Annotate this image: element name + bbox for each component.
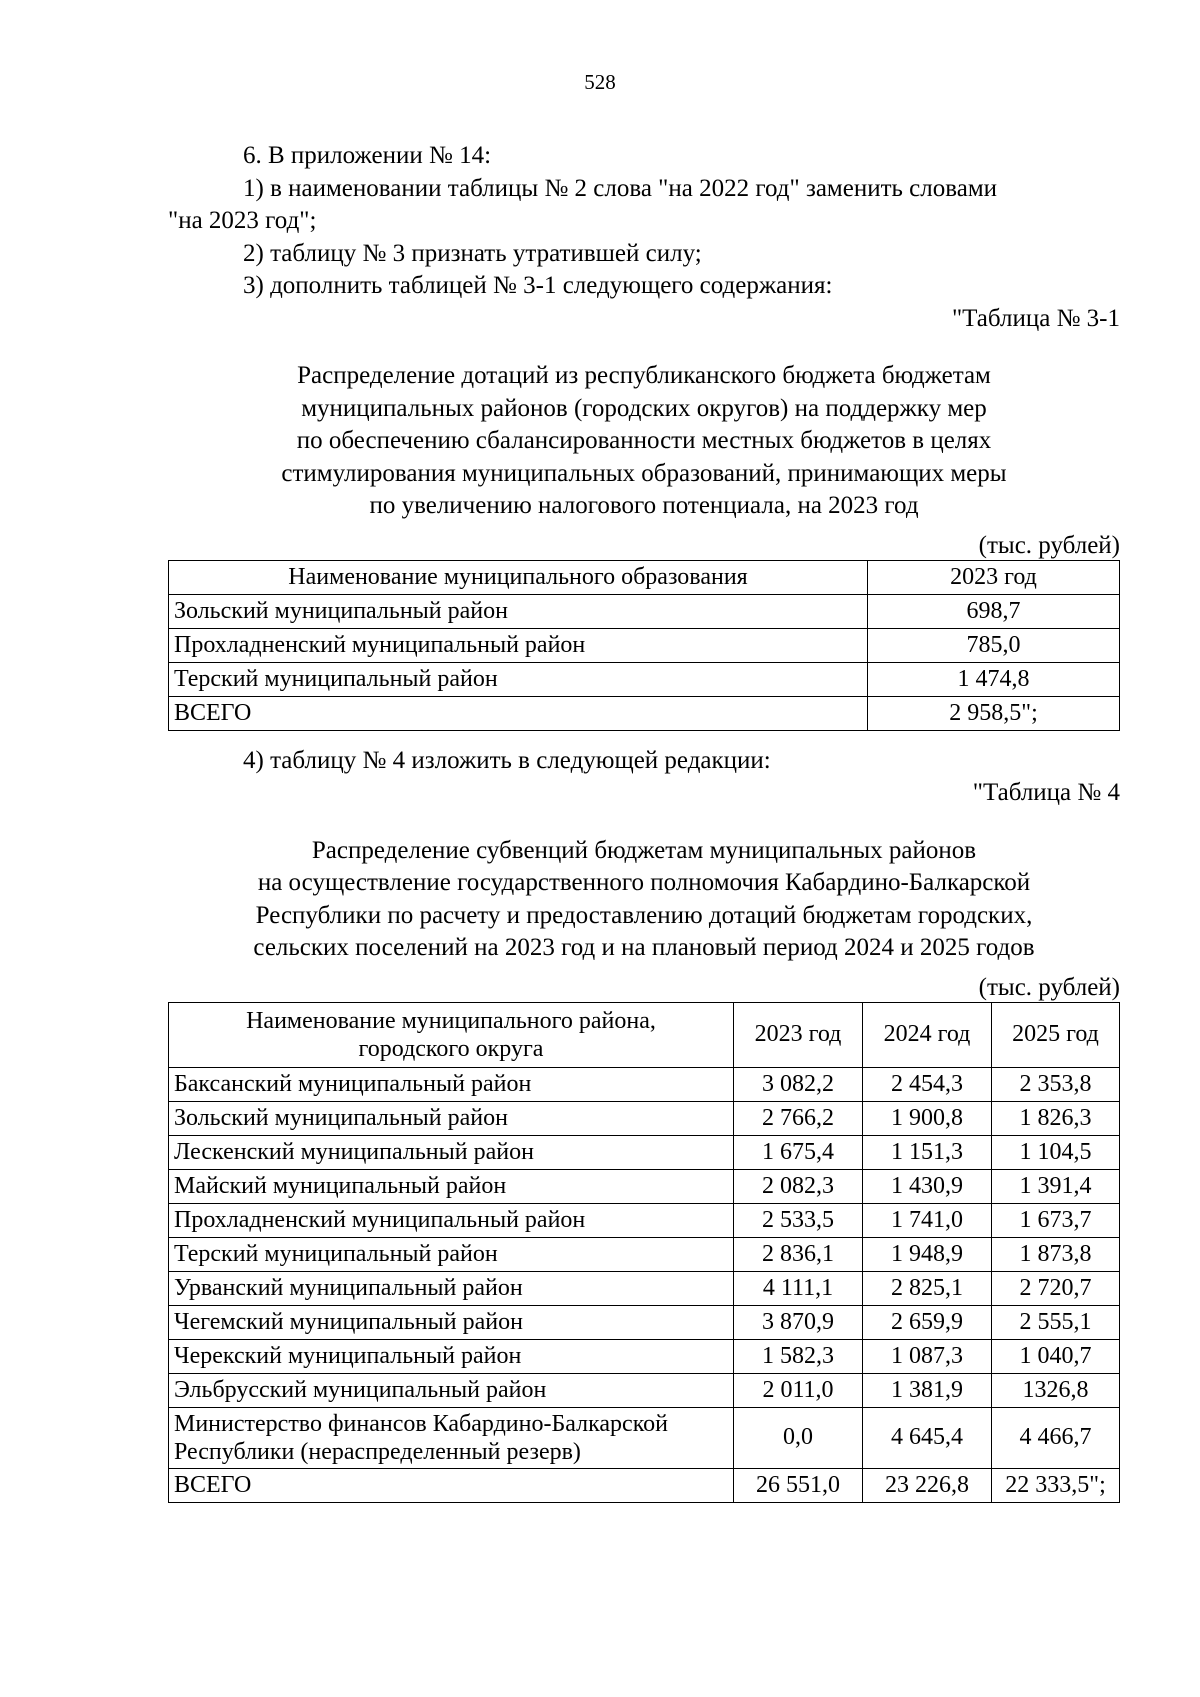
table-header-row [169,1002,1120,1067]
row-name: Баксанский муниципальный район [169,1067,734,1101]
table-3-1-label: "Таблица № 3-1 [951,304,1120,332]
row-name: Прохладненский муниципальный район [169,628,868,662]
row-value-2024: 1 741,0 [863,1203,992,1237]
table-total-row [169,1468,1120,1502]
table-4-title-line: сельских поселений на 2023 год и на плановый период 2024 и 2025 годов [253,934,1035,961]
table-row [169,1305,1120,1339]
row-name: Черекский муниципальный район [169,1339,734,1373]
table-4-label: "Таблица № 4 [972,779,1120,806]
paragraph-sub-3: 3) дополнить таблицей № 3-1 следующего содержания: [243,272,833,299]
row-name [169,1407,734,1468]
row-name: Прохладненский муниципальный район [169,1203,734,1237]
column-header-2025: 2025 год [992,1002,1120,1067]
row-value-2025: 1326,8 [992,1373,1120,1407]
row-name: ВСЕГО [169,1468,734,1502]
table-row [169,662,1120,696]
row-value-2025: 1 040,7 [992,1339,1120,1373]
row-value-2023: 1 582,3 [734,1339,863,1373]
row-name: Урванский муниципальный район [169,1271,734,1305]
row-value-2024: 1 948,9 [863,1237,992,1271]
column-header-name [169,1002,734,1067]
table-row [169,1067,1120,1101]
row-name: Зольский муниципальный район [169,1101,734,1135]
row-value-2023: 785,0 [868,628,1120,662]
row-value-2023: 26 551,0 [734,1468,863,1502]
row-value-2023: 3 870,9 [734,1305,863,1339]
row-value-2025: 1 391,4 [992,1169,1120,1203]
table-3-1-unit: (тыс. рублей) [978,531,1120,559]
table-4-title-line: Республики по расчету и предоставлению дотаций бюджетам городских, [255,901,1033,929]
table-header-row [169,560,1120,594]
document-body [168,140,1120,1503]
row-value-2023: 2 082,3 [734,1169,863,1203]
row-value-2025: 2 353,8 [992,1067,1120,1101]
table-3-1 [168,560,1120,731]
row-name: Терский муниципальный район [169,662,868,696]
table-row-ministry [169,1407,1120,1468]
column-header-name-line: городского округа [358,1035,544,1062]
paragraph-sub-1-cont: "на 2023 год"; [168,207,317,234]
table-3-1-title-line: стимулирования муниципальных образований, принимающих меры [281,459,1007,487]
table-4-title [168,835,1120,965]
row-value-2025: 1 826,3 [992,1101,1120,1135]
column-header-2023: 2023 год [868,560,1120,594]
table-3-1-title [168,360,1120,523]
table-row [169,1101,1120,1135]
table-3-1-title-line: Распределение дотаций из республиканского бюджета бюджетам [297,362,991,389]
row-value-2024: 23 226,8 [863,1468,992,1502]
row-name: Зольский муниципальный район [169,594,868,628]
table-row [169,1373,1120,1407]
row-value-2023: 2 766,2 [734,1101,863,1135]
table-4-title-line: на осуществление государственного полномочия Кабардино-Балкарской [257,869,1031,896]
table-row [169,628,1120,662]
row-name: Лескенский муниципальный район [169,1135,734,1169]
row-value-2023: 4 111,1 [734,1271,863,1305]
row-value-2023: 0,0 [734,1407,863,1468]
row-value-2025: 4 466,7 [992,1407,1120,1468]
row-value-2023: 1 474,8 [868,662,1120,696]
row-value-2023: 2 533,5 [734,1203,863,1237]
table-row [169,1203,1120,1237]
row-name: Терский муниципальный район [169,1237,734,1271]
table-4 [168,1002,1120,1503]
row-value-2023: 3 082,2 [734,1067,863,1101]
row-value-2023: 2 011,0 [734,1373,863,1407]
row-value-2024: 4 645,4 [863,1407,992,1468]
table-4-title-line: Распределение субвенций бюджетам муниципальных районов [311,836,977,864]
row-value-2024: 1 430,9 [863,1169,992,1203]
table-total-row [169,696,1120,730]
table-row [169,1169,1120,1203]
table-row [169,1135,1120,1169]
column-header-2024: 2024 год [863,1002,992,1067]
row-value-2023: 2 958,5"; [868,696,1120,730]
row-name-line: Министерство финансов Кабардино-Балкарской [174,1410,668,1437]
table-row [169,594,1120,628]
paragraph-sub-4: 4) таблицу № 4 изложить в следующей редакции: [243,746,771,774]
table-row [169,1237,1120,1271]
row-value-2024: 1 381,9 [863,1373,992,1407]
paragraph-item-6: 6. В приложении № 14: [243,142,492,169]
row-value-2024: 2 659,9 [863,1305,992,1339]
table-3-1-title-line: по увеличению налогового потенциала, на 2023 год [369,492,919,519]
row-value-2025: 2 720,7 [992,1271,1120,1305]
row-value-2025: 1 673,7 [992,1203,1120,1237]
column-header-2023: 2023 год [734,1002,863,1067]
row-value-2025: 22 333,5"; [992,1468,1120,1502]
row-value-2025: 1 104,5 [992,1135,1120,1169]
page-number: 528 [584,70,616,94]
table-3-1-title-line: муниципальных районов (городских округов) на поддержку мер [301,394,987,422]
row-value-2023: 698,7 [868,594,1120,628]
row-value-2025: 2 555,1 [992,1305,1120,1339]
column-header-name: Наименование муниципального образования [169,560,868,594]
row-name: Чегемский муниципальный район [169,1305,734,1339]
table-row [169,1339,1120,1373]
row-value-2024: 2 825,1 [863,1271,992,1305]
row-value-2024: 1 151,3 [863,1135,992,1169]
row-value-2023: 2 836,1 [734,1237,863,1271]
row-value-2025: 1 873,8 [992,1237,1120,1271]
row-name: ВСЕГО [169,696,868,730]
table-row [169,1271,1120,1305]
column-header-name-line: Наименование муниципального района, [246,1007,656,1034]
row-name: Майский муниципальный район [169,1169,734,1203]
row-value-2024: 1 087,3 [863,1339,992,1373]
paragraph-sub-1: 1) в наименовании таблицы № 2 слова "на 2022 год" заменить словами [243,174,998,202]
table-4-unit: (тыс. рублей) [978,973,1120,1001]
table-3-1-title-line: по обеспечению сбалансированности местных бюджетов в целях [296,427,992,454]
row-value-2024: 2 454,3 [863,1067,992,1101]
row-value-2023: 1 675,4 [734,1135,863,1169]
row-value-2024: 1 900,8 [863,1101,992,1135]
row-name-line: Республики (нераспределенный резерв) [174,1438,581,1465]
paragraph-sub-2: 2) таблицу № 3 признать утратившей силу; [243,239,702,267]
row-name: Эльбрусский муниципальный район [169,1373,734,1407]
